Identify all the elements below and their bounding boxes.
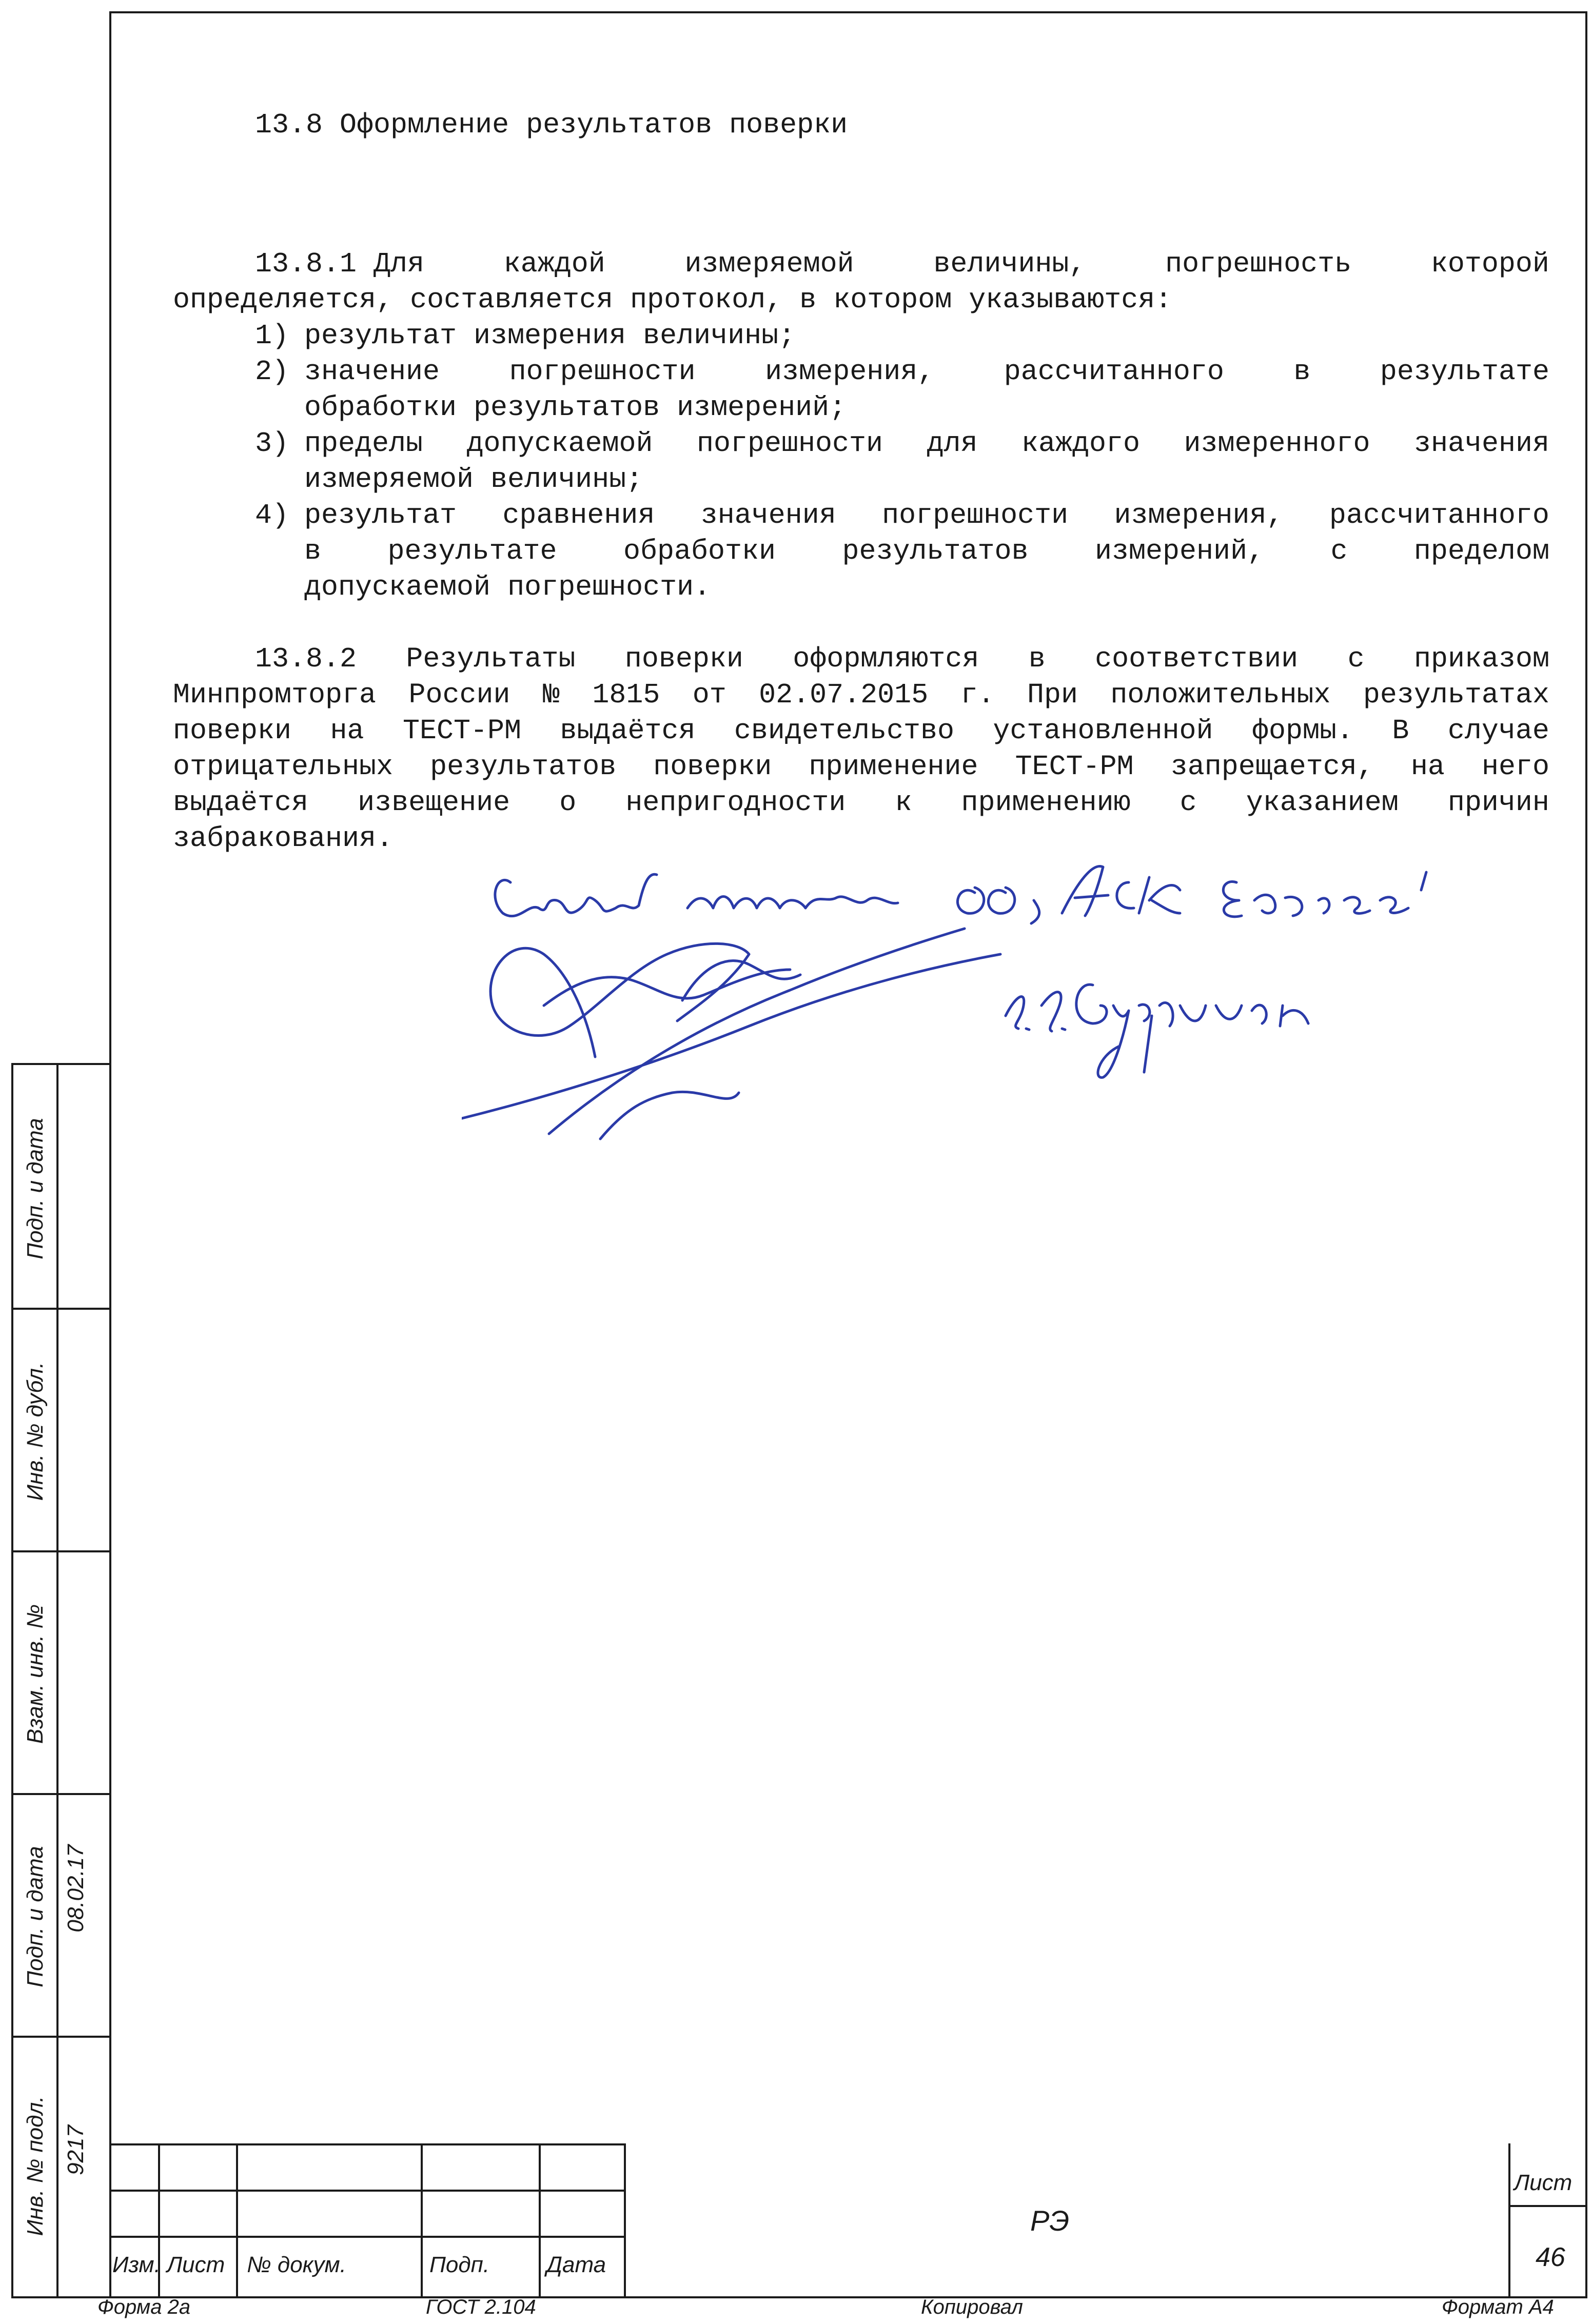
word: каждого [1021,427,1140,460]
word: с [1347,643,1365,675]
tb-line [236,2143,238,2298]
list-item-line: допускаемой погрешности. [304,571,711,603]
word: результатах [1363,679,1549,711]
list-item-line [304,501,1549,529]
side-label-orig-inv: Инв. № подл. [23,2096,48,2236]
word: с [1180,786,1197,819]
word: значение [304,356,440,388]
word: сравнения [502,499,655,531]
tb-line [421,2143,423,2298]
list-item-line [304,358,1549,386]
word: В [1392,715,1409,747]
tb-header-docnum: № докум. [247,2252,346,2277]
word: к [895,786,912,819]
list-item-line: результат измерения величины; [304,320,796,352]
word: применению [961,786,1131,819]
word: 1815 [592,679,660,711]
word: результате [1380,356,1549,388]
handwritten-signature [462,852,1592,1211]
paragraph-13-8-2-line [173,717,1549,745]
word: причин [1447,786,1549,819]
section-heading: 13.8 Оформление результатов поверки [255,109,848,141]
tb-header-date: Дата [546,2252,606,2277]
word: результатов [430,751,617,783]
list-item-line: измеряемой величины; [304,463,643,496]
word: пределом [1413,535,1549,567]
list-item-number: 4) [255,499,289,531]
side-label-sign-date-1: Подп. и дата [23,1118,48,1259]
p1-word: измеряемой [684,248,854,280]
p1-word: величины, [933,248,1086,280]
word: с [1330,535,1348,567]
paragraph-13-8-2-line [173,681,1549,709]
side-value-date: 08.02.17 [63,1844,88,1933]
word: рассчитанного [1004,356,1224,388]
word: непригодности [625,786,846,819]
side-label-replace-inv: Взам. инв. № [23,1604,48,1744]
p1-word: погрешность [1165,248,1352,280]
word: на [1410,751,1445,783]
word: в [1028,643,1046,675]
tb-line [1508,2143,1510,2298]
tb-line [109,2236,626,2238]
word: отрицательных [173,751,394,783]
side-label-dup-inv: Инв. № дубл. [23,1362,48,1501]
word: результате [387,535,557,567]
tb-header-sign: Подп. [429,2252,490,2277]
word: погрешности [696,427,883,460]
word: России [408,679,510,711]
footer-form: Форма 2а [97,2296,191,2318]
paragraph-13-8-2-line [173,786,1549,819]
word: измерения, [1114,499,1284,531]
word: извещение [358,786,510,819]
word: выдаётся [560,715,696,747]
p1-word: которой [1430,248,1549,280]
list-item-number: 2) [255,356,289,388]
tb-header-change: Изм. [112,2252,161,2277]
word: значения [1413,427,1549,460]
word: приказом [1413,643,1549,675]
word: положительных [1110,679,1331,711]
word: запрещается, [1170,751,1374,783]
tb-line [539,2143,541,2298]
word: 02.07.2015 [759,679,929,711]
word: измерений, [1094,535,1265,567]
paragraph-13-8-2-line [173,753,1549,781]
word: погрешности [882,499,1069,531]
word: погрешности [509,356,696,388]
footer-gost: ГОСТ 2.104 [426,2296,536,2318]
word: в [304,535,322,567]
word: случае [1447,715,1549,747]
title-block [109,2143,1587,2298]
list-item-number: 3) [255,427,289,460]
word: рассчитанного [1329,499,1549,531]
word: г. [960,679,995,711]
word: При [1027,679,1078,711]
tb-line [109,2143,626,2145]
word: измерения, [765,356,935,388]
word: Результаты [406,643,576,675]
word: применение [809,751,978,783]
side-stamp-split [56,1065,58,2296]
word: 13.8.2 [255,643,357,675]
paragraph-13-8-2-line [255,645,1549,673]
list-item-line [304,429,1549,458]
tb-line [1510,2205,1587,2207]
list-item-line: обработки результатов измерений; [304,391,847,424]
list-item-line [304,537,1549,565]
word: измеренного [1184,427,1370,460]
tb-doc-code: РЭ [1030,2204,1070,2237]
tb-sheet-number: 46 [1536,2242,1565,2272]
word: оформляются [793,643,979,675]
word: ТЕСТ-РМ [1015,751,1134,783]
word: допускаемой [466,427,653,460]
word: Минпромторга [173,679,377,711]
word: в [1293,356,1311,388]
tb-header-sheet: Лист [167,2252,225,2277]
p1-word: каждой [503,248,605,280]
tb-sheet-label: Лист [1514,2170,1573,2195]
word: формы. [1251,715,1353,747]
footer-copied: Копировал [921,2296,1023,2318]
word: выдаётся [173,786,309,819]
word: него [1481,751,1549,783]
side-stamp-column [11,1063,109,2298]
p1-word: 13.8.1 Для [255,248,425,280]
word: свидетельство [734,715,954,747]
footer-format: Формат А4 [1442,2296,1554,2318]
list-item-number: 1) [255,320,289,352]
word: обработки [623,535,776,567]
paragraph-13-8-1-line2: определяется, составляется протокол, в котором указываются: [173,284,1172,316]
paragraph-13-8-2-line: забракования. [173,822,394,855]
word: результатов [842,535,1029,567]
side-value-inv: 9217 [63,2125,88,2175]
tb-line [624,2143,626,2298]
word: указанием [1246,786,1399,819]
word: № [542,679,560,711]
word: ТЕСТ-РМ [402,715,521,747]
word: соответствии [1095,643,1299,675]
word: установленной [993,715,1213,747]
word: результат [304,499,457,531]
tb-line [109,2190,626,2192]
paragraph-13-8-1-line1 [255,250,1549,278]
word: от [692,679,726,711]
word: пределы [304,427,423,460]
word: значения [700,499,836,531]
word: о [559,786,577,819]
word: поверки [653,751,772,783]
word: поверки [624,643,743,675]
word: поверки [173,715,292,747]
side-label-sign-date-2: Подп. и дата [23,1846,48,1987]
word: для [927,427,978,460]
word: на [330,715,364,747]
